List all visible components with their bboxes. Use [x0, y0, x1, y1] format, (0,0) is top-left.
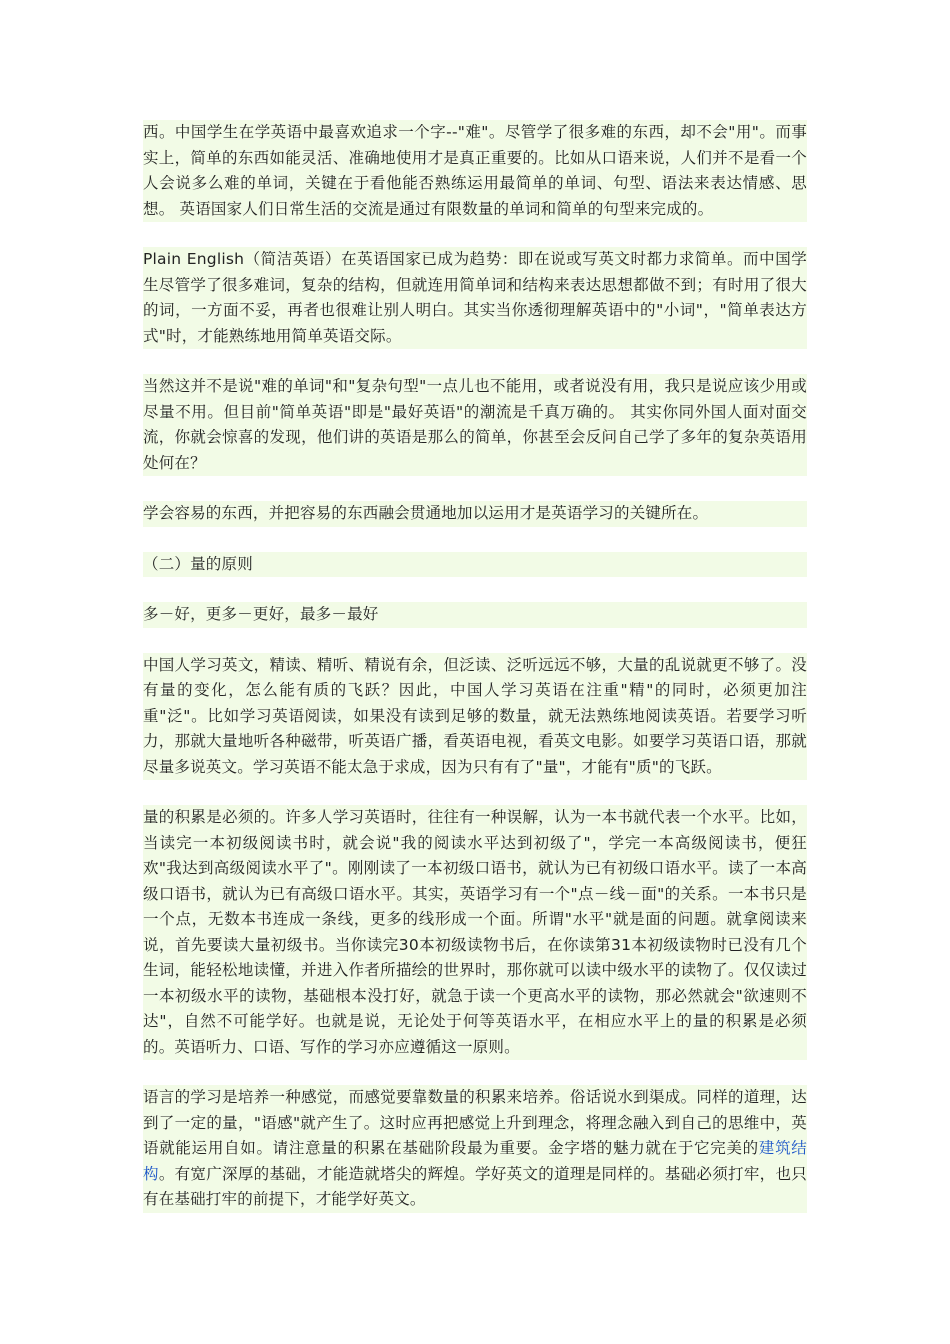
architecture-link[interactable]: 建筑结构: [143, 1139, 807, 1183]
section-motto: 多－好，更多－更好，最多－最好: [143, 602, 807, 628]
paragraph-simple-words: 西。中国学生在学英语中最喜欢追求一个字--"难"。尽管学了很多难的东西，却不会"用"。而事实上，简单的东西如能灵活、准确地使用才是真正重要的。比如从口语来说，人们并不是看一个人会说多么难的单词，关键在于看他能否熟练运用最简单的单词、句型、语法来表达情感、思想。 英语国家人们日常生活的交流是通过有限数量的单词和简单的句型来完成的。: [143, 120, 807, 222]
paragraph-gap: [143, 527, 807, 552]
document-body: [143, 120, 807, 1213]
paragraph-gap: [143, 577, 807, 602]
paragraph-accumulation: 量的积累是必须的。许多人学习英语时，往往有一种误解，认为一本书就代表一个水平。比如，当读完一本初级阅读书时，就会说"我的阅读水平达到初级了"，学完一本高级阅读书，便狂欢"我达到高级阅读水平了"。刚刚读了一本初级口语书，就认为已有初级口语水平。读了一本高级口语书，就认为已有高级口语水平。其实，英语学习有一个"点－线－面"的关系。一本书只是一个点，无数本书连成一条线，更多的线形成一个面。所谓"水平"就是面的问题。就拿阅读来说，首先要读大量初级书。当你读完30本初级读物书后，在你读第31本初级读物时已没有几个生词，能轻松地读懂，并进入作者所描绘的世界时，那你就可以读中级水平的读物了。仅仅读过一本初级水平的读物，基础根本没打好，就急于读一个更高水平的读物，那必然就会"欲速则不达"，自然不可能学好。也就是说，无论处于何等英语水平，在相应水平上的量的积累是必须的。英语听力、口语、写作的学习亦应遵循这一原则。: [143, 805, 807, 1060]
paragraph-plain-english: Plain English（简洁英语）在英语国家已成为趋势：即在说或写英文时都力求简单。而中国学生尽管学了很多难词，复杂的结构，但就连用简单词和结构来表达思想都做不到；有时用了很大的词，一方面不妥，再者也很难让别人明白。其实当你透彻理解英语中的"小词"，"简单表达方式"时，才能熟练地用简单英语交际。: [143, 247, 807, 349]
paragraph-key-point: 学会容易的东西，并把容易的东西融会贯通地加以运用才是英语学习的关键所在。: [143, 501, 807, 527]
paragraph-hard-words: 当然这并不是说"难的单词"和"复杂句型"一点儿也不能用，或者说没有用，我只是说应该少用或尽量不用。但目前"简单英语"即是"最好英语"的潮流是千真万确的。 其实你同外国人面对面交流，你就会惊喜的发现，他们讲的英语是那么的简单，你甚至会反问自己学了多年的复杂英语用处何在？: [143, 374, 807, 476]
paragraph-text-after-link: 。有宽广深厚的基础，才能造就塔尖的辉煌。学好英文的道理是同样的。基础必须打牢，也只有在基础打牢的前提下，才能学好英文。: [143, 1164, 807, 1208]
paragraph-gap: [143, 349, 807, 374]
paragraph-extensive-study: 中国人学习英文，精读、精听、精说有余，但泛读、泛听远远不够，大量的乱说就更不够了。没有量的变化，怎么能有质的飞跃？因此，中国人学习英语在注重"精"的同时，必须更加注重"泛"。比如学习英语阅读，如果没有读到足够的数量，就无法熟练地阅读英语。若要学习听力，那就大量地听各种磁带，听英语广播，看英语电视，看英文电影。如要学习英语口语，那就尽量多说英文。学习英语不能太急于求成，因为只有有了"量"，才能有"质"的飞跃。: [143, 653, 807, 781]
paragraph-gap: [143, 222, 807, 247]
paragraph-text-before-link: 语言的学习是培养一种感觉，而感觉要靠数量的积累来培养。俗话说水到渠成。同样的道理，达到了一定的量，"语感"就产生了。这时应再把感觉上升到理念，将理念融入到自己的思维中，英语就能运用自如。请注意量的积累在基础阶段最为重要。金字塔的魅力就在于它完美的: [143, 1088, 807, 1157]
section-heading-quantity: （二）量的原则: [143, 552, 807, 578]
paragraph-gap: [143, 780, 807, 805]
paragraph-gap: [143, 1060, 807, 1085]
paragraph-gap: [143, 628, 807, 653]
paragraph-gap: [143, 476, 807, 501]
paragraph-language-sense: [143, 1085, 807, 1213]
